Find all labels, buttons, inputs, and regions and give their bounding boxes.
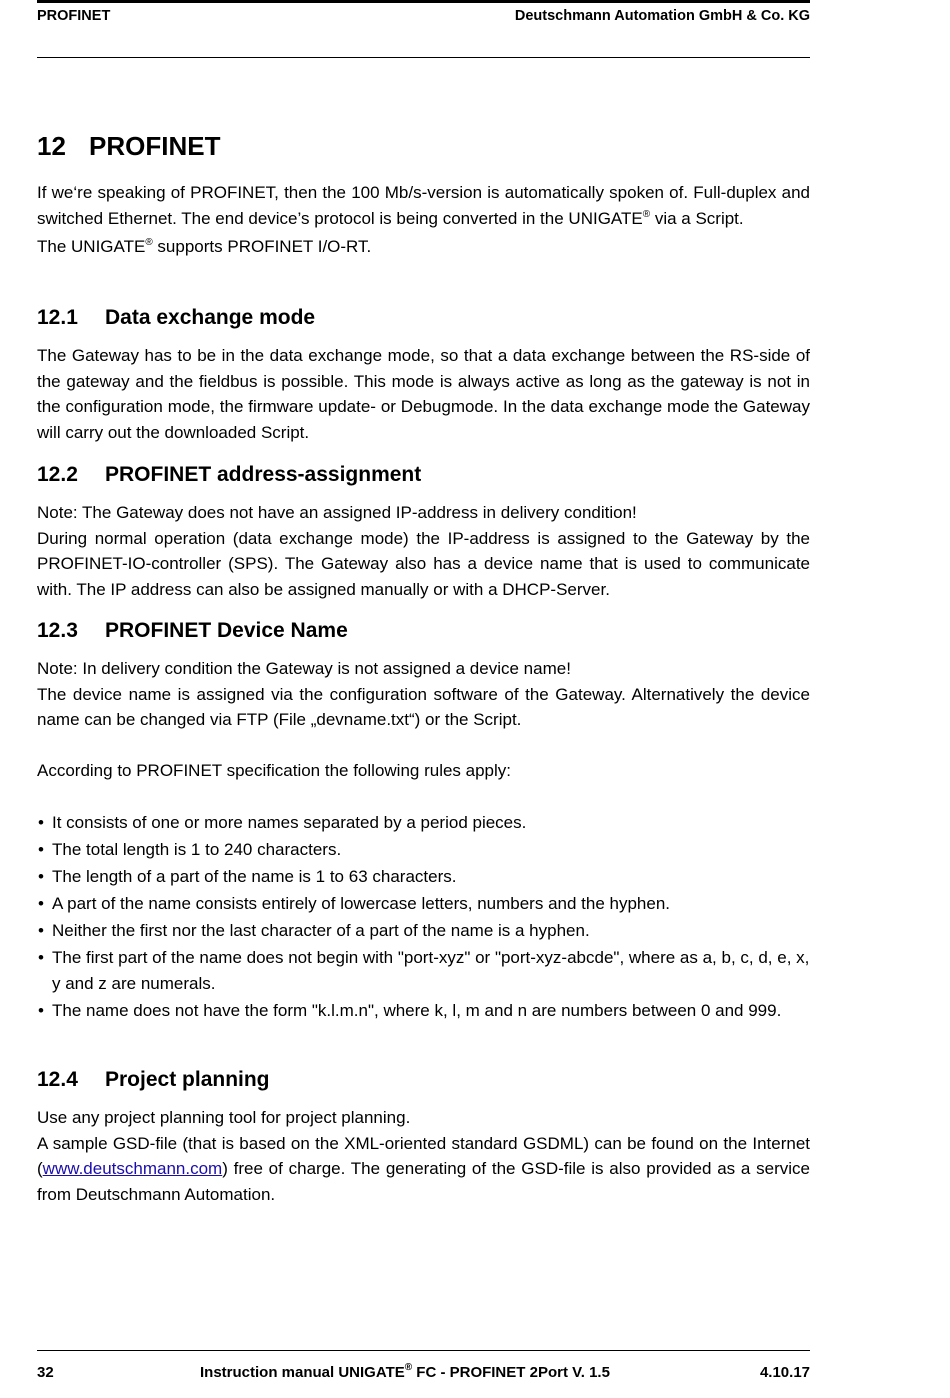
section-heading-12-3: 12.3 PROFINET Device Name (37, 619, 348, 642)
bullet-icon: • (38, 948, 44, 967)
section-12-3-body: The device name is assigned via the configuration software of the Gateway. Alternatively the device name can be changed via FTP (File „devname.txt“) or the Script. (37, 684, 810, 729)
footer-date: 4.10.17 (759, 1364, 810, 1381)
list-item: • Neither the first nor the last character of a part of the name is a hyphen. (37, 918, 810, 944)
list-item: • The length of a part of the name is 1 to 63 characters. (37, 864, 810, 890)
bullet-icon: • (38, 813, 44, 832)
chapter-heading (37, 131, 220, 162)
bullet-icon: • (38, 867, 44, 886)
bullet-icon: • (38, 921, 44, 940)
section-12-3-note: Note: In delivery condition the Gateway is not assigned a device name! (37, 659, 571, 678)
list-item: • The total length is 1 to 240 characters. (37, 837, 810, 863)
bullet-icon: • (38, 1001, 44, 1020)
top-rule (37, 0, 810, 3)
page-header (37, 8, 810, 24)
header-rule (37, 57, 810, 58)
page-number: 32 (37, 1364, 54, 1381)
rules-intro: According to PROFINET specification the following rules apply: (37, 760, 512, 780)
section-12-1-text: The Gateway has to be in the data exchange mode, so that a data exchange between the RS-side of the gateway and the fieldbus is possible. This mode is always active as long as the gateway is not in the configuration mode, the firmware update- or Debugmode. In the data exchange mode the Gateway will carry out the downloaded Script. (37, 346, 810, 442)
section-12-2-text (37, 500, 810, 602)
rules-list (37, 810, 810, 1025)
list-item: • It consists of one or more names separated by a period pieces. (37, 810, 810, 836)
section-12-4-line-2: A sample GSD-file (that is based on the XML-oriented standard GSDML) can be found on the Internet (www.deutschmann.com) free of charge. The generating of the GSD-file is also provided as a service from Deutschmann Automation. (37, 1133, 810, 1204)
section-12-4-line-1: Use any project planning tool for project planning. (37, 1108, 411, 1127)
section-12-3-text (37, 656, 810, 783)
footer-title: Instruction manual UNIGATE® FC - PROFINET 2Port V. 1.5 (200, 1362, 610, 1381)
bullet-icon: • (38, 840, 44, 859)
list-item: • The name does not have the form "k.l.m.n", where k, l, m and n are numbers between 0 and 999. (37, 998, 810, 1024)
deutschmann-link[interactable]: www.deutschmann.com (42, 1159, 223, 1178)
section-12-2-note: Note: The Gateway does not have an assigned IP-address in delivery condition! (37, 503, 637, 522)
section-heading-12-4: 12.4 Project planning (37, 1068, 270, 1091)
section-12-4-text (37, 1105, 810, 1207)
section-heading-12-2: 12.2 PROFINET address-assignment (37, 463, 422, 486)
bullet-icon: • (38, 894, 44, 913)
document-page (37, 0, 810, 1398)
intro-line-2: The UNIGATE® supports PROFINET I/O-RT. (37, 237, 372, 256)
chapter-number: 12 (37, 131, 66, 161)
intro-line-1: If we‘re speaking of PROFINET, then the 100 Mb/s-version is automatically spoken of. Full-duplex and switched Ethernet. The end device’s protocol is being converted in the UNIGATE® via a Script. (37, 183, 810, 228)
header-right: Deutschmann Automation GmbH & Co. KG (514, 8, 810, 24)
footer-rule (37, 1350, 810, 1351)
list-item: • A part of the name consists entirely of lowercase letters, numbers and the hyphen. (37, 891, 810, 917)
header-left: PROFINET (37, 8, 111, 24)
section-heading-12-1: 12.1 Data exchange mode (37, 306, 316, 329)
list-item: • The first part of the name does not begin with "port-xyz" or "port-xyz-abcde", where as a, b, c, d, e, x, y and z are numerals. (37, 945, 810, 997)
chapter-title: PROFINET (89, 131, 221, 161)
section-12-2-body: During normal operation (data exchange mode) the IP-address is assigned to the Gateway by the PROFINET-IO-controller (SPS). The Gateway also has a device name that is used to communicate with. The IP address can also be assigned manually or with a DHCP-Server. (37, 528, 810, 599)
intro-paragraph (37, 180, 810, 260)
